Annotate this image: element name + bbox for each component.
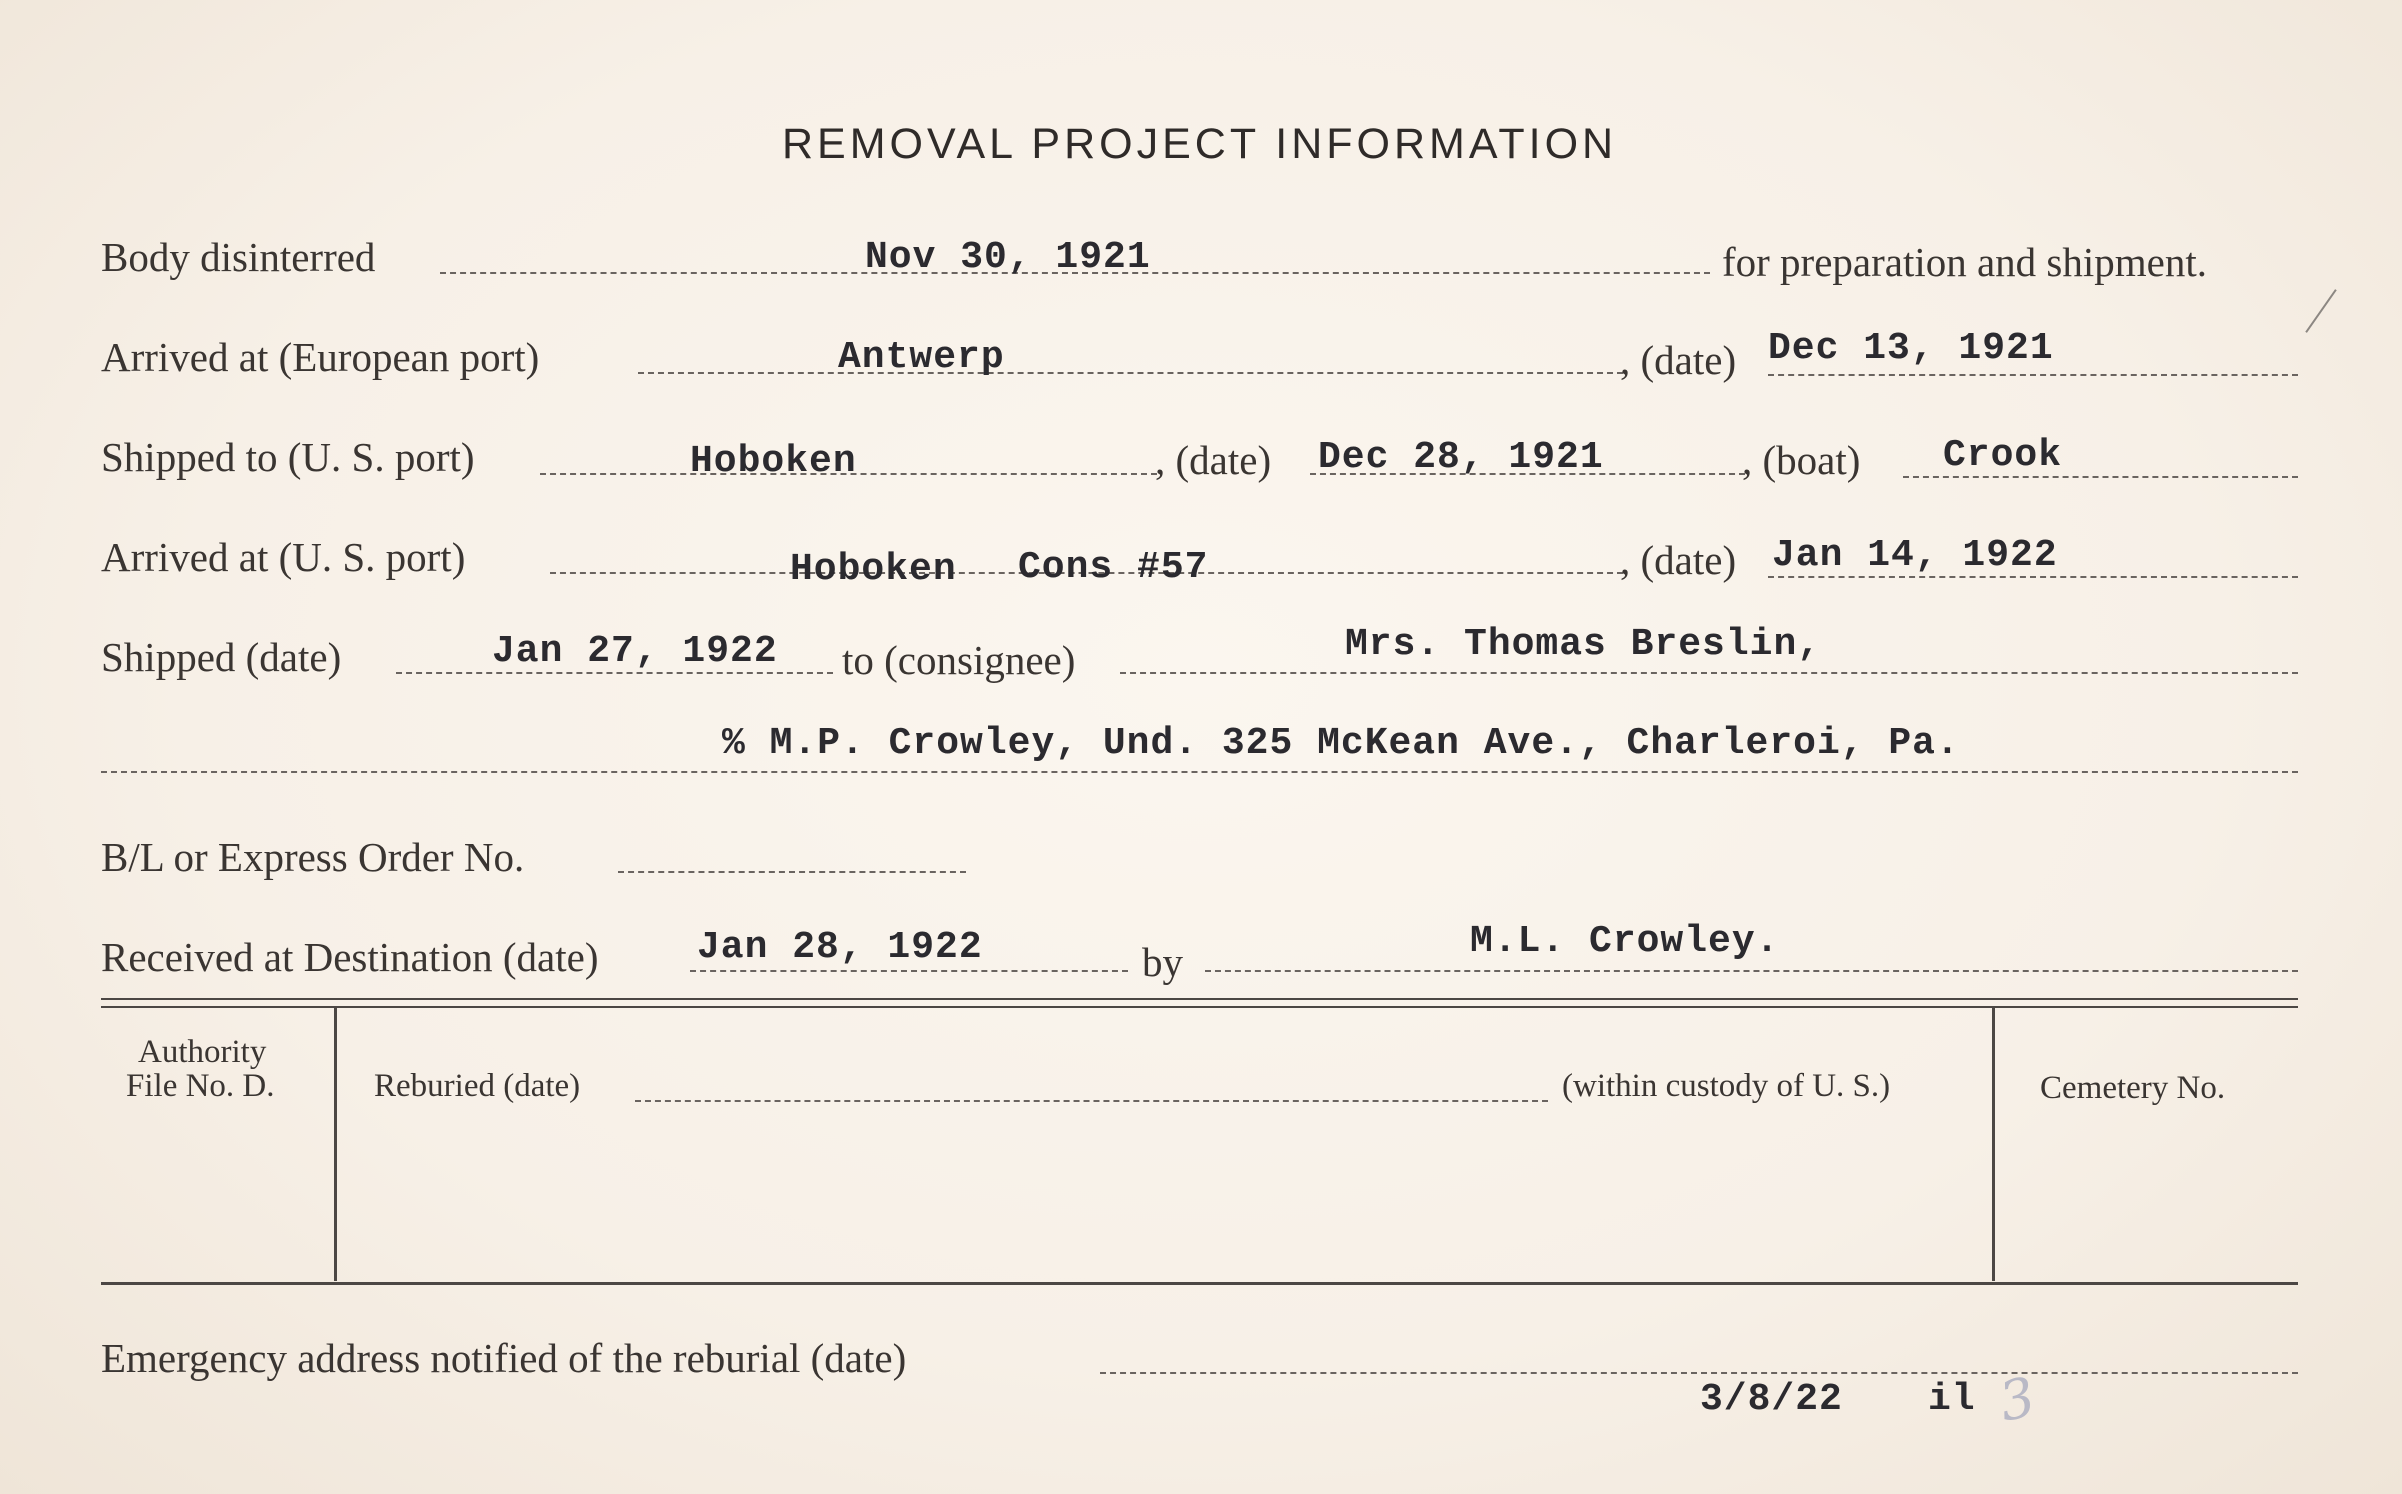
line-consignee (1120, 672, 2298, 674)
label-within-custody: (within custody of U. S.) (1562, 1068, 1891, 1104)
label-bl-order: B/L or Express Order No. (101, 834, 525, 880)
label-boat: , (boat) (1742, 437, 1861, 483)
value-received-date: Jan 28, 1922 (697, 926, 983, 969)
value-european-port: Antwerp (838, 336, 1005, 379)
label-arrived-european: Arrived at (European port) (101, 334, 540, 380)
value-consignee: Mrs. Thomas Breslin, (1345, 623, 1822, 666)
value-boat: Crook (1943, 434, 2063, 477)
value-received-by: M.L. Crowley. (1470, 920, 1780, 963)
handwritten-mark: 3 (1993, 1365, 2041, 1434)
box-top-rule-1 (101, 998, 2298, 1000)
page-title: REMOVAL PROJECT INFORMATION (782, 120, 1618, 168)
line-received-date (690, 970, 1128, 972)
label-by: by (1142, 939, 1183, 985)
label-date-1: , (date) (1620, 337, 1737, 383)
value-cons-number: Cons #57 (1018, 546, 1209, 589)
value-us-port-shipped: Hoboken (690, 440, 857, 483)
label-body-disinterred: Body disinterred (101, 234, 376, 280)
value-consignee-address: % M.P. Crowley, Und. 325 McKean Ave., Charleroi, Pa. (722, 722, 1960, 765)
line-consignee-address (101, 771, 2298, 773)
value-us-port-arrived: Hoboken (790, 548, 957, 591)
line-bl-order (618, 871, 966, 873)
box-top-rule-2 (101, 1006, 2298, 1008)
value-footer-initials: il (1928, 1378, 1976, 1421)
label-date-2: , (date) (1155, 437, 1272, 483)
value-us-arrival-date: Jan 14, 1922 (1772, 534, 2058, 577)
box-divider-left (334, 1008, 337, 1281)
value-disinterred-date: Nov 30, 1921 (865, 236, 1151, 279)
line-received-by (1205, 970, 2298, 972)
value-european-arrival-date: Dec 13, 1921 (1768, 327, 2054, 370)
value-us-shipped-date: Dec 28, 1921 (1318, 436, 1604, 479)
label-shipped-to-us: Shipped to (U. S. port) (101, 434, 475, 480)
line-european-date (1768, 374, 2298, 376)
line-emergency (1100, 1372, 2298, 1374)
line-reburied (635, 1100, 1548, 1102)
value-footer-date: 3/8/22 (1700, 1378, 1843, 1421)
label-shipped-date: Shipped (date) (101, 634, 342, 680)
line-european-port (638, 372, 1623, 374)
edge-mark (2305, 289, 2336, 333)
label-cemetery-no: Cemetery No. (2040, 1070, 2226, 1106)
label-for-preparation: for preparation and shipment. (1722, 239, 2208, 285)
label-received-destination: Received at Destination (date) (101, 934, 599, 980)
value-shipped-date: Jan 27, 1922 (492, 630, 778, 673)
label-emergency: Emergency address notified of the reburial (date) (101, 1335, 907, 1381)
label-arrived-us: Arrived at (U. S. port) (101, 534, 466, 580)
label-authority: Authority (138, 1034, 267, 1070)
label-date-3: , (date) (1620, 537, 1737, 583)
box-bottom-rule (101, 1282, 2298, 1285)
label-file-no: File No. D. (126, 1068, 275, 1104)
label-to-consignee: to (consignee) (842, 637, 1076, 683)
box-divider-right (1992, 1008, 1995, 1281)
label-reburied: Reburied (date) (374, 1068, 581, 1104)
